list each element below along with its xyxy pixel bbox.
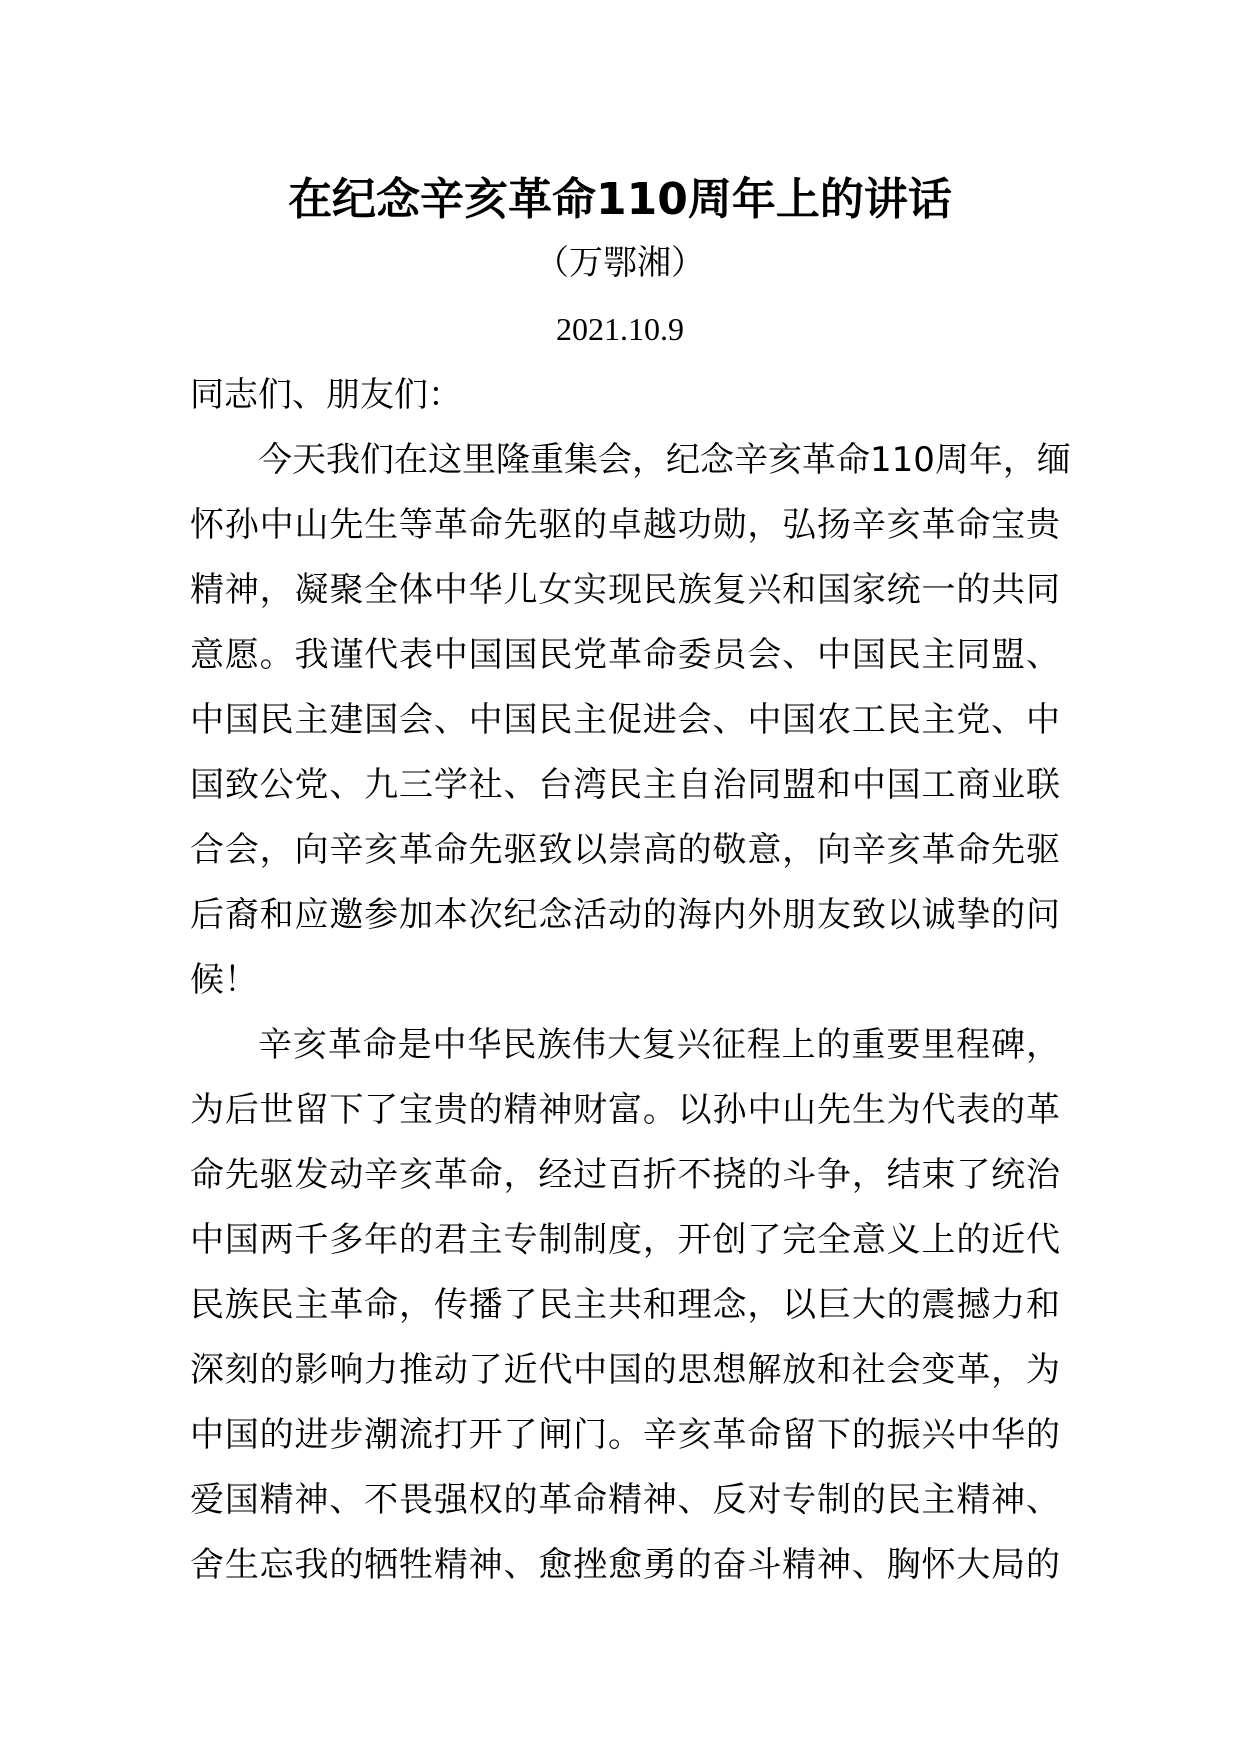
paragraph-line: 意愿。我谨代表中国国民党革命委员会、中国民主同盟、 <box>190 635 1060 675</box>
document-title: 在纪念辛亥革命110周年上的讲话 <box>288 174 952 225</box>
document-author: （万鄂湘） <box>535 243 705 283</box>
paragraph-line: 命先驱发动辛亥革命，经过百折不挠的斗争，结束了统治 <box>190 1155 1060 1195</box>
paragraph-line: 今天我们在这里隆重集会，纪念辛亥革命110周年，缅 <box>258 440 1071 480</box>
paragraph-line: 中国的进步潮流打开了闸门。辛亥革命留下的振兴中华的 <box>190 1415 1060 1455</box>
paragraph-line: 中国两千多年的君主专制制度，开创了完全意义上的近代 <box>190 1220 1060 1260</box>
greeting-line: 同志们、朋友们： <box>190 375 462 415</box>
paragraph-line: 辛亥革命是中华民族伟大复兴征程上的重要里程碑， <box>258 1025 1060 1065</box>
paragraph-line: 爱国精神、不畏强权的革命精神、反对专制的民主精神、 <box>190 1480 1060 1520</box>
paragraph-line: 合会，向辛亥革命先驱致以崇高的敬意，向辛亥革命先驱 <box>190 830 1060 870</box>
greeting <box>190 363 1060 428</box>
paragraph-line: 国致公党、九三学社、台湾民主自治同盟和中国工商业联 <box>190 765 1060 805</box>
paragraph-line: 候！ <box>190 960 258 1000</box>
paragraph-line: 中国民主建国会、中国民主促进会、中国农工民主党、中 <box>190 700 1060 740</box>
paragraph-line: 为后世留下了宝贵的精神财富。以孙中山先生为代表的革 <box>190 1090 1060 1130</box>
paragraph-2 <box>190 1013 1060 1598</box>
paragraph-line: 舍生忘我的牺牲精神、愈挫愈勇的奋斗精神、胸怀大局的 <box>190 1545 1060 1585</box>
paragraph-line: 深刻的影响力推动了近代中国的思想解放和社会变革，为 <box>190 1350 1060 1390</box>
paragraph-line: 后裔和应邀参加本次纪念活动的海内外朋友致以诚挚的问 <box>190 895 1060 935</box>
document-date: 2021.10.9 <box>556 311 684 347</box>
paragraph-1 <box>190 428 1071 1013</box>
paragraph-line: 精神，凝聚全体中华儿女实现民族复兴和国家统一的共同 <box>190 570 1060 610</box>
paragraph-line: 怀孙中山先生等革命先驱的卓越功勋，弘扬辛亥革命宝贵 <box>190 505 1060 545</box>
paragraph-line: 民族民主革命，传播了民主共和理念，以巨大的震撼力和 <box>190 1285 1060 1325</box>
